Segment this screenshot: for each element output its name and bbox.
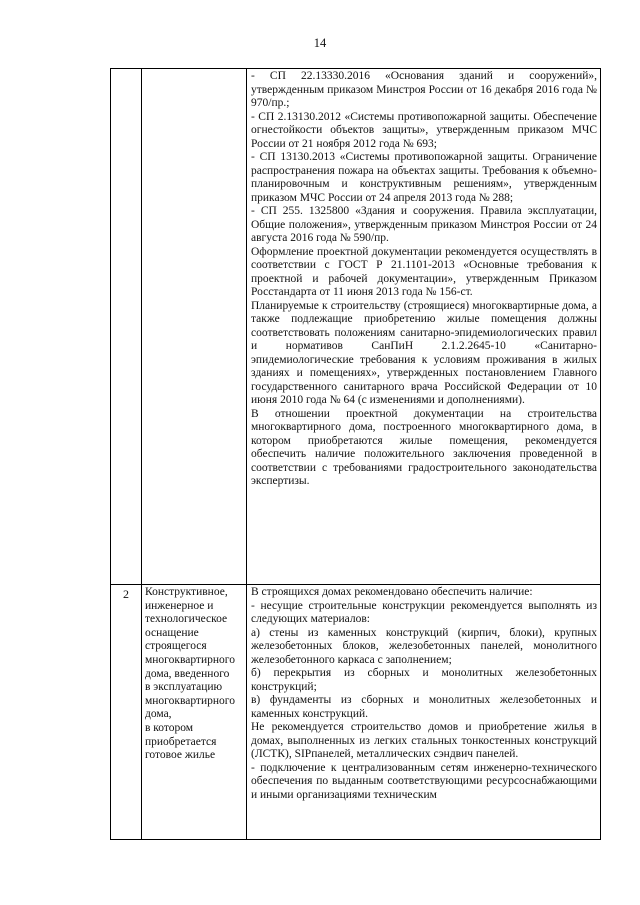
requirements-table — [110, 68, 601, 840]
paragraph: Оформление проектной документации рекомендуется осуществлять в соответствии с ГОСТ Р 21.1101-2013 «Основные требования к проектной и рабочей документации», утвержденным Приказом Росстандарта от 11 июня 2013 года № 156-ст. — [251, 245, 597, 298]
row-label — [142, 69, 246, 70]
row-number-cell — [111, 585, 142, 840]
label-line: готовое жилье — [145, 749, 216, 762]
page-number: 14 — [313, 36, 327, 50]
paragraph: в) фундаменты из сборных и монолитных железобетонных и каменных конструкций. — [251, 694, 597, 720]
label-line: строящегося — [145, 640, 207, 653]
row-label — [142, 585, 246, 763]
label-line: дома, — [145, 708, 172, 721]
table-row — [111, 585, 601, 840]
paragraph: В строящихся домах рекомендовано обеспечить наличие: — [251, 586, 533, 598]
row-number-cell — [111, 69, 142, 585]
row-content-cell — [247, 69, 601, 585]
row-label-cell — [142, 585, 247, 840]
row-number — [111, 69, 141, 71]
label-line: оснащение — [145, 626, 199, 639]
label-line: в котором — [145, 721, 194, 734]
paragraph: а) стены из каменных конструкций (кирпич, блоки), крупных железобетонных блоков, железобетонных панелей, монолитного железобетонного каркаса с заполнением; — [251, 626, 597, 666]
label-line: дома, введенного — [145, 667, 230, 680]
row-label-cell — [142, 69, 247, 585]
row-number: 2 — [123, 587, 129, 601]
label-line: приобретается — [145, 735, 217, 748]
label-line: в эксплуатацию — [145, 681, 223, 694]
paragraph: - подключение к централизованным сетям инженерно-технического обеспечения по выданным соответствующими ресурсоснабжающими и иными организациями техническим — [251, 761, 597, 801]
paragraph: В отношении проектной документации на строительства многоквартирного дома, построенного многоквартирного дома, в котором приобретаются жилые помещения, рекомендуется обеспечить наличие положительного заключения проведенной в соответствии с требованиями градостроительного законодательства экспертизы. — [251, 407, 597, 487]
paragraph: - СП 22.13330.2016 «Основания зданий и сооружений», утвержденным приказом Минстроя России от 16 декабря 2016 года № 970/пр.; — [251, 70, 597, 109]
row-content-cell — [247, 585, 601, 840]
table-row — [111, 69, 601, 585]
paragraph: Не рекомендуется строительство домов и приобретение жилья в домах, выполненных из легких стальных тонкостенных конструкций (ЛСТК), SIPпанелей, металлических сэндвич панелей. — [251, 721, 597, 760]
paragraph: - СП 255. 1325800 «Здания и сооружения. Правила эксплуатации, Общие положения», утвержденным приказом Минстроя России от 24 августа 2016 года № 590/пр. — [251, 205, 597, 244]
label-line: инженерное и — [145, 599, 214, 612]
label-line: технологическое — [145, 613, 228, 626]
paragraph: - СП 2.13130.2012 «Системы противопожарной защиты. Обеспечение огнестойкости объектов защиты», утвержденным приказом МЧС России от 21 ноября 2012 года № 693; — [251, 110, 597, 150]
label-line: многоквартирного — [145, 653, 235, 666]
paragraph: б) перекрытия из сборных и монолитных железобетонных конструкций; — [251, 667, 597, 693]
paragraph: - несущие строительные конструкции рекомендуется выполнять из следующих материалов: — [251, 599, 597, 625]
paragraph: - СП 13130.2013 «Системы противопожарной защиты. Ограничение распространения пожара на объектах защиты. Требования к объемно-планировочным и конструктивным решениям», утвержденным приказом МЧС России от 24 апреля 2013 года № 288; — [251, 151, 597, 204]
label-line: многоквартирного — [145, 694, 235, 707]
paragraph: Планируемые к строительству (строящиеся) многоквартирные дома, а также подлежащие приобретению жилые помещения должны соответствовать положениям санитарно-эпидемиологических правил и нормативов СанПиН 2.1.2.2645-10 «Санитарно-эпидемиологические требования к условиям проживания в жилых зданиях и помещениях», утвержденных постановлением Главного государственного санитарного врача Российской Федерации от 10 июня 2010 года № 64 (с изменениями и дополнениями). — [251, 299, 597, 406]
row-content — [247, 585, 600, 839]
label-line: Конструктивное, — [145, 586, 228, 598]
row-content — [247, 69, 600, 490]
